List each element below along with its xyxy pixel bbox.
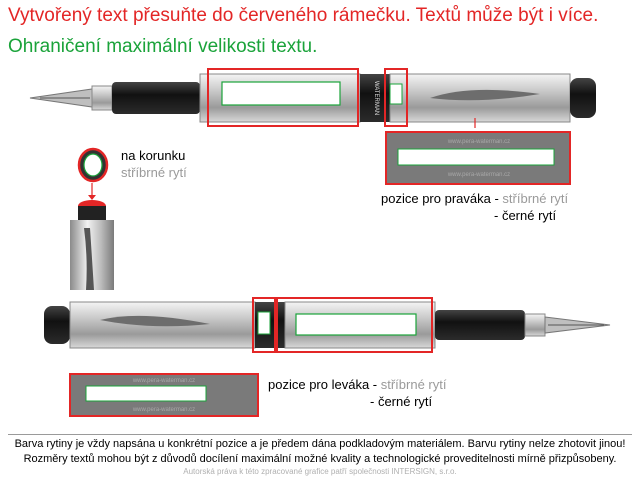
footer-copyright: Autorská práva k této zpracované grafice patří společnosti INTERSIGN, s.r.o. xyxy=(183,467,457,476)
top-cap-end xyxy=(570,78,596,118)
top-barrel-text-area xyxy=(222,82,340,105)
bottom-grip xyxy=(435,310,525,340)
pen-bottom xyxy=(0,290,640,360)
footer-divider xyxy=(8,434,632,435)
left-hand-silver: stříbrné rytí xyxy=(380,377,447,392)
cap-crown xyxy=(76,145,112,185)
top-grip xyxy=(112,82,200,114)
bottom-grip-ring xyxy=(525,314,545,336)
left-plate-watermark-1: www.pera-waterman.cz xyxy=(132,378,196,384)
left-hand-black: - černé rytí xyxy=(370,394,433,409)
cap-label: na korunku xyxy=(121,148,186,163)
top-grip-ring xyxy=(92,86,112,110)
limit-heading: Ohraničení maximální velikosti textu. xyxy=(8,36,318,57)
cap-vertical xyxy=(62,198,118,290)
bottom-nib xyxy=(545,317,610,333)
right-hand-label: pozice pro praváka - stříbrné rytí xyxy=(381,191,569,206)
right-plate xyxy=(384,130,574,190)
top-band-text-area xyxy=(390,84,402,104)
bottom-cap-end xyxy=(44,306,70,344)
right-hand-silver: stříbrné rytí xyxy=(502,191,569,206)
footer-line-1: Barva rytiny je vždy napsána u konkrétní pozice a je předem dána podkladovým materiálem. Barvu rytiny nelze zhotovit jinou! xyxy=(14,438,626,450)
top-nib xyxy=(30,89,92,107)
left-plate xyxy=(68,372,262,420)
right-plate-text-area xyxy=(398,149,554,165)
left-plate-watermark-2: www.pera-waterman.cz xyxy=(132,407,196,413)
left-plate-text-area xyxy=(86,386,206,401)
right-plate-watermark-2: www.pera-waterman.cz xyxy=(447,172,511,178)
bottom-barrel-text-area xyxy=(296,314,416,335)
cap-engraving: stříbrné rytí xyxy=(121,165,187,180)
top-band-brand: WATERMAN xyxy=(373,80,379,116)
instruction-heading: Vytvořený text přesuňte do červeného rámečku. Textů může být i více. xyxy=(8,5,599,26)
right-plate-watermark-1: www.pera-waterman.cz xyxy=(447,139,511,145)
right-hand-black: - černé rytí xyxy=(494,208,557,223)
left-hand-label: pozice pro leváka - stříbrné rytí xyxy=(268,377,447,392)
footer-line-2: Rozměry textů mohou být z důvodů docílení maximální možné kvality a technologické proveditelnosti mírně přizpůsobeny. xyxy=(23,453,617,465)
pen-top xyxy=(0,60,640,130)
bottom-band-text-area xyxy=(258,312,270,334)
